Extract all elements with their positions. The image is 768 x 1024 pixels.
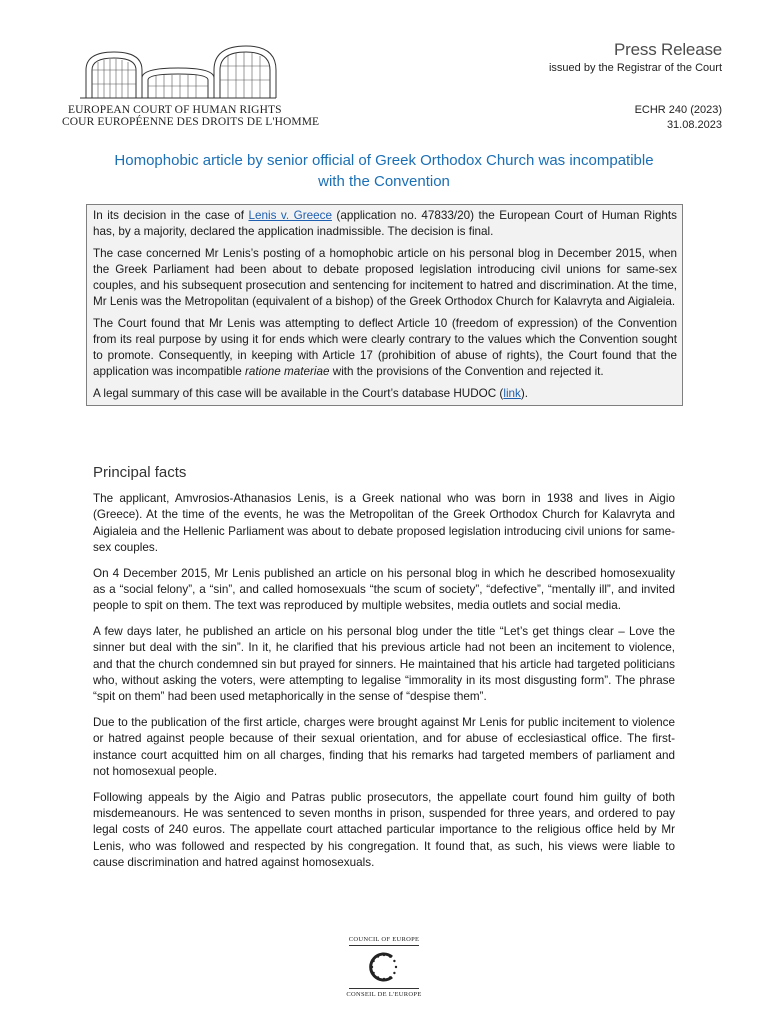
section-heading: Principal facts (93, 464, 187, 481)
press-release-block (549, 40, 722, 74)
body-paragraph: On 4 December 2015, Mr Lenis published an article on his personal blog in which he described homosexuality as a “social felony”, a “sin”, and called homosexuals “the scum of society”, “defective”, “mentally ill”, and invited people to spit on them. The text was reproduced by multiple websites, media outlets and social media. (93, 566, 675, 613)
reference-number: ECHR 240 (2023) (634, 104, 722, 116)
summary-text: The Court found that Mr Lenis was attempting to deflect Article 10 (freedom of expression) of the Convention from its real purpose by using it for ends which were clearly contrary to the values which the Convention sought to promote. Consequently, in keeping with Article 17 (prohibition of abuse of rights), the Court found that the application was incompatible (93, 317, 677, 378)
summary-text: A legal summary of this case will be available in the Court’s database HUDOC ( (93, 387, 504, 400)
summary-paragraph (93, 386, 677, 402)
case-link[interactable]: Lenis v. Greece (248, 209, 332, 222)
footer-label-fr: CONSEIL DE L'EUROPE (346, 991, 422, 998)
body-paragraph: Following appeals by the Aigio and Patras public prosecutors, the appellate court found him guilty of both misdemeanours. He was sentenced to seven months in prison, suspended for three years, and ordered to pay legal costs of 240 euros. The appellate court attached particular importance to the religious office held by Mr Lenis, who was followed and respected by his congregation. It found that, as such, his views were liable to cause discrimination and hatred against homosexuals. (93, 790, 675, 870)
press-release-subtitle: issued by the Registrar of the Court (548, 62, 722, 74)
page-headline: Homophobic article by senior official of Greek Orthodox Church was incompatible with the Convention (114, 152, 654, 190)
summary-text: (application no. 47833/20) the European Court of Human Rights has, by a majority, declared the application inadmissible. The decision is final. (93, 209, 678, 238)
court-logo (62, 40, 320, 128)
principal-facts-body (93, 491, 675, 881)
hudoc-link[interactable]: link (503, 387, 521, 400)
summary-text: In its decision in the case of (93, 209, 249, 222)
release-date: 31.08.2023 (666, 119, 722, 131)
body-paragraph: The applicant, Amvrosios-Athanasios Lenis, is a Greek national who was born in 1938 and lives in Aigio (Greece). At the time of the events, he was the Metropolitan of the Greek Orthodox Church for Kalavryta and Aigialeia and the Hellenic Parliament was about to debate proposed legislation introducing civil unions for same-sex couples. (93, 492, 675, 555)
council-of-europe-logo (349, 945, 419, 989)
footer-label-en: COUNCIL OF EUROPE (348, 936, 420, 943)
summary-text: ). (520, 387, 529, 400)
summary-italic-term: ratione materiae (245, 365, 330, 378)
court-name-en: EUROPEAN COURT OF HUMAN RIGHTS (68, 104, 282, 116)
court-building-icon (78, 40, 278, 100)
summary-paragraph (93, 208, 677, 240)
summary-text: with the provisions of the Convention and rejected it. (329, 365, 604, 378)
summary-paragraph: The case concerned Mr Lenis’s posting of a homophobic article on his personal blog in December 2015, when the Greek Parliament had been about to debate proposed legislation introducing civil unions for same-sex couples, and his subsequent prosecution and sentencing for incitement to hatred and discrimination. At the time, Mr Lenis was the Metropolitan (equivalent of a bishop) of the Greek Orthodox Church for Kalavryta and Aigialeia. (93, 247, 677, 308)
press-release-title: Press Release (614, 40, 722, 59)
stars-circle-icon (364, 947, 404, 987)
page-header (0, 0, 768, 140)
release-reference (635, 103, 722, 133)
court-name-fr: COUR EUROPÉENNE DES DROITS DE L'HOMME (62, 116, 320, 128)
council-of-europe-footer (0, 936, 768, 998)
summary-paragraph (93, 316, 677, 380)
body-paragraph: A few days later, he published an article on his personal blog under the title “Let’s get things clear – Love the sinner but deal with the sin”. In it, he clarified that his previous article had not been an incitement to violence, and that the church condemned sin but prayed for sinners. He maintained that his article had targeted politicians who, without asking the voters, were attempting to legalise “immorality in its most disgusting form”. The phrase “spit on them” had been used metaphorically in the sense of “despise them”. (93, 624, 675, 704)
body-paragraph: Due to the publication of the first article, charges were brought against Mr Lenis for public incitement to violence or hatred against people because of their sexual orientation, and for abuse of ecclesiastical office. The first-instance court acquitted him on all charges, finding that his remarks had targeted members of parliament and not homosexual people. (93, 715, 675, 779)
summary-box (86, 204, 683, 406)
